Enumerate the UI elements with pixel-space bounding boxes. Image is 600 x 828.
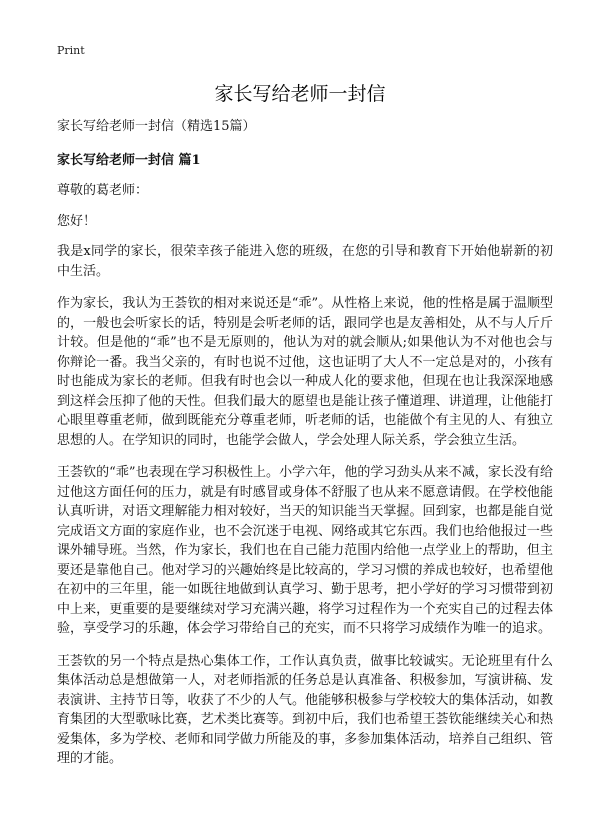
- paragraph: 作为家长，我认为王荟钦的相对来说还是“乖”。从性格上来说，他的性格是属于温顺型的，一般也会听家长的话，特别是会听老师的话，跟同学也是友善相处，从不与人斤斤计较。但是他的“乖”也不是无原则的，他认为对的就会顺从;如果他认为不对他也会与你辩论一番。我当父亲的，有时也说不过他，这也证明了大人不一定总是对的，小孩有时也能成为家长的老师。但我有时也会以一种成人化的要求他，但现在也让我深深地感到这样会压抑了他的天性。但我们最大的愿望也是能让孩子懂道理、讲道理，让他能打心眼里尊重老师，做到既能充分尊重老师，听老师的话，也能做个有主见的人、有独立思想的人。在学知识的同时，也能学会做人，学会处理人际关系，学会独立生活。: [57, 296, 553, 448]
- salutation: 尊敬的葛老师：: [57, 183, 149, 198]
- greeting: 您好！: [57, 213, 97, 229]
- section-heading: 家长写给老师一封信 篇1: [57, 152, 201, 168]
- paragraph: 王荟钦的另一个特点是热心集体工作，工作认真负责，做事比较诚实。无论班里有什么集体活动总是想做第一人，对老师指派的任务总是认真准备、积极参加，写演讲稿、发表演讲、主持节日等，收获了不少的人气。他能够积极参与学校较大的集体活动，如教育集团的大型歌咏比赛，艺术类比赛等。到初中后，我们也希望王荟钦能继续关心和热爱集体，多为学校、老师和同学做力所能及的事，多参加集体活动，培养自己组织、管理的才能。: [57, 653, 553, 766]
- document-subtitle: 家长写给老师一封信（精选15篇）: [57, 119, 256, 134]
- print-link[interactable]: Print: [57, 44, 85, 57]
- paragraph: 王荟钦的“乖”也表现在学习积极性上。小学六年，他的学习劲头从来不减，家长没有给过他这方面任何的压力，就是有时感冒或身体不舒服了也从来不愿意请假。在学校他能认真听讲，对语文理解能力相对较好，当天的知识能当天掌握。回到家，也都是能自觉完成语文方面的家庭作业，也不会沉迷于电视、网络或其它东西。我们也给他报过一些课外辅导班。当然，作为家长，我们也在自己能力范围内给他一点学业上的帮助，但主要还是靠他自己。他对学习的兴趣始终是比较高的，学习习惯的养成也较好，也希望他在初中的三年里，能一如既往地做到认真学习、勤于思考，把小学好的学习习惯带到初中上来，更重要的是要继续对学习充满兴趣，将学习过程作为一个充实自己的过程去体验，享受学习的乐趣，体会学习带给自己的充实，而不只将学习成绩作为唯一的追求。: [57, 465, 553, 636]
- document-title: 家长写给老师一封信: [214, 83, 386, 105]
- paragraph: 我是x同学的家长，很荣幸孩子能进入您的班级，在您的引导和教育下开始他崭新的初中生活。: [57, 244, 553, 279]
- document-body: [57, 117, 553, 782]
